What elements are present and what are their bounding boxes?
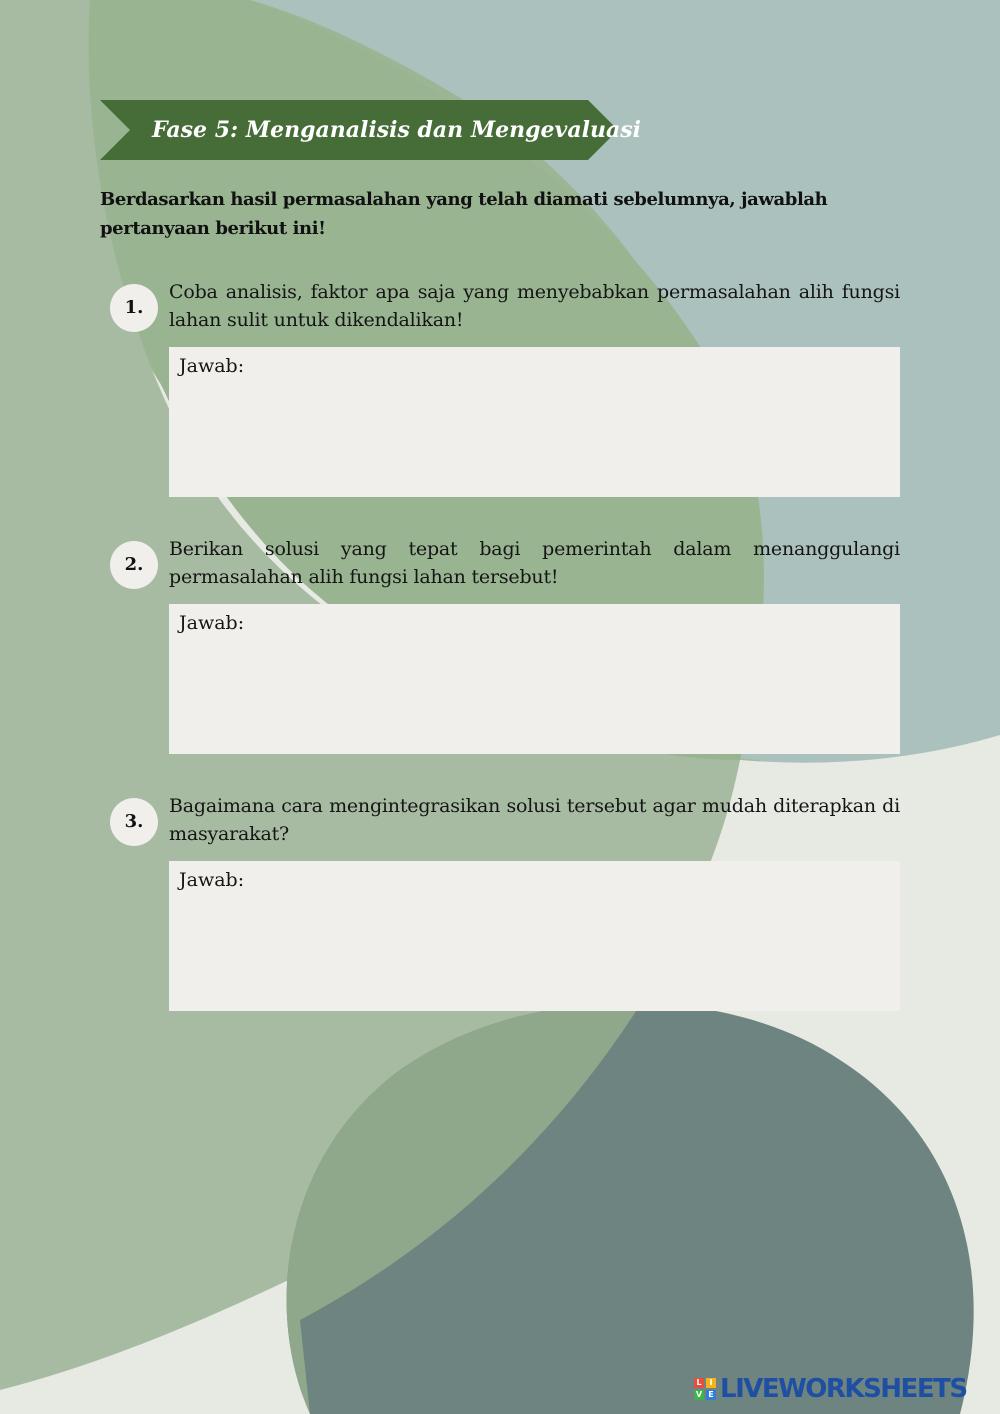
- liveworksheets-logo[interactable]: [694, 1374, 967, 1404]
- question-3: [0, 792, 1000, 1032]
- instructions-text: Berdasarkan hasil permasalahan yang telah diamati sebelumnya, jawablah pertanyaan berikut ini!: [100, 189, 828, 239]
- logo-letter: E: [706, 1390, 716, 1400]
- logo-letter: V: [695, 1390, 703, 1399]
- logo-letter: I: [706, 1378, 716, 1388]
- answer-input-box[interactable]: [169, 347, 900, 497]
- question-1: [0, 278, 1000, 518]
- answer-label: Jawab:: [179, 869, 245, 891]
- answer-label: Jawab:: [179, 612, 245, 634]
- answer-input-box[interactable]: [169, 604, 900, 754]
- page-title: Fase 5: Menganalisis dan Mengevaluasi: [152, 117, 641, 143]
- question-number-badge: 1.: [110, 284, 158, 332]
- answer-label: Jawab:: [179, 355, 245, 377]
- logo-wordmark: LIVEWORKSHEETS: [720, 1374, 967, 1404]
- question-text: Coba analisis, faktor apa saja yang menyebabkan permasalahan alih fungsi lahan sulit untuk dikendalikan!: [169, 281, 900, 331]
- question-text: Berikan solusi yang tepat bagi pemerintah dalam menanggulangi permasalahan alih fungsi lahan tersebut!: [169, 538, 900, 588]
- answer-input-box[interactable]: [169, 861, 900, 1011]
- question-2: [0, 535, 1000, 775]
- logo-grid-icon: [694, 1378, 716, 1400]
- phase-banner: [100, 100, 641, 160]
- logo-letter: L: [694, 1378, 704, 1388]
- question-number-badge: 3.: [110, 798, 158, 846]
- question-number-badge: 2.: [110, 541, 158, 589]
- question-text: Bagaimana cara mengintegrasikan solusi tersebut agar mudah diterapkan di masyarakat?: [169, 795, 900, 845]
